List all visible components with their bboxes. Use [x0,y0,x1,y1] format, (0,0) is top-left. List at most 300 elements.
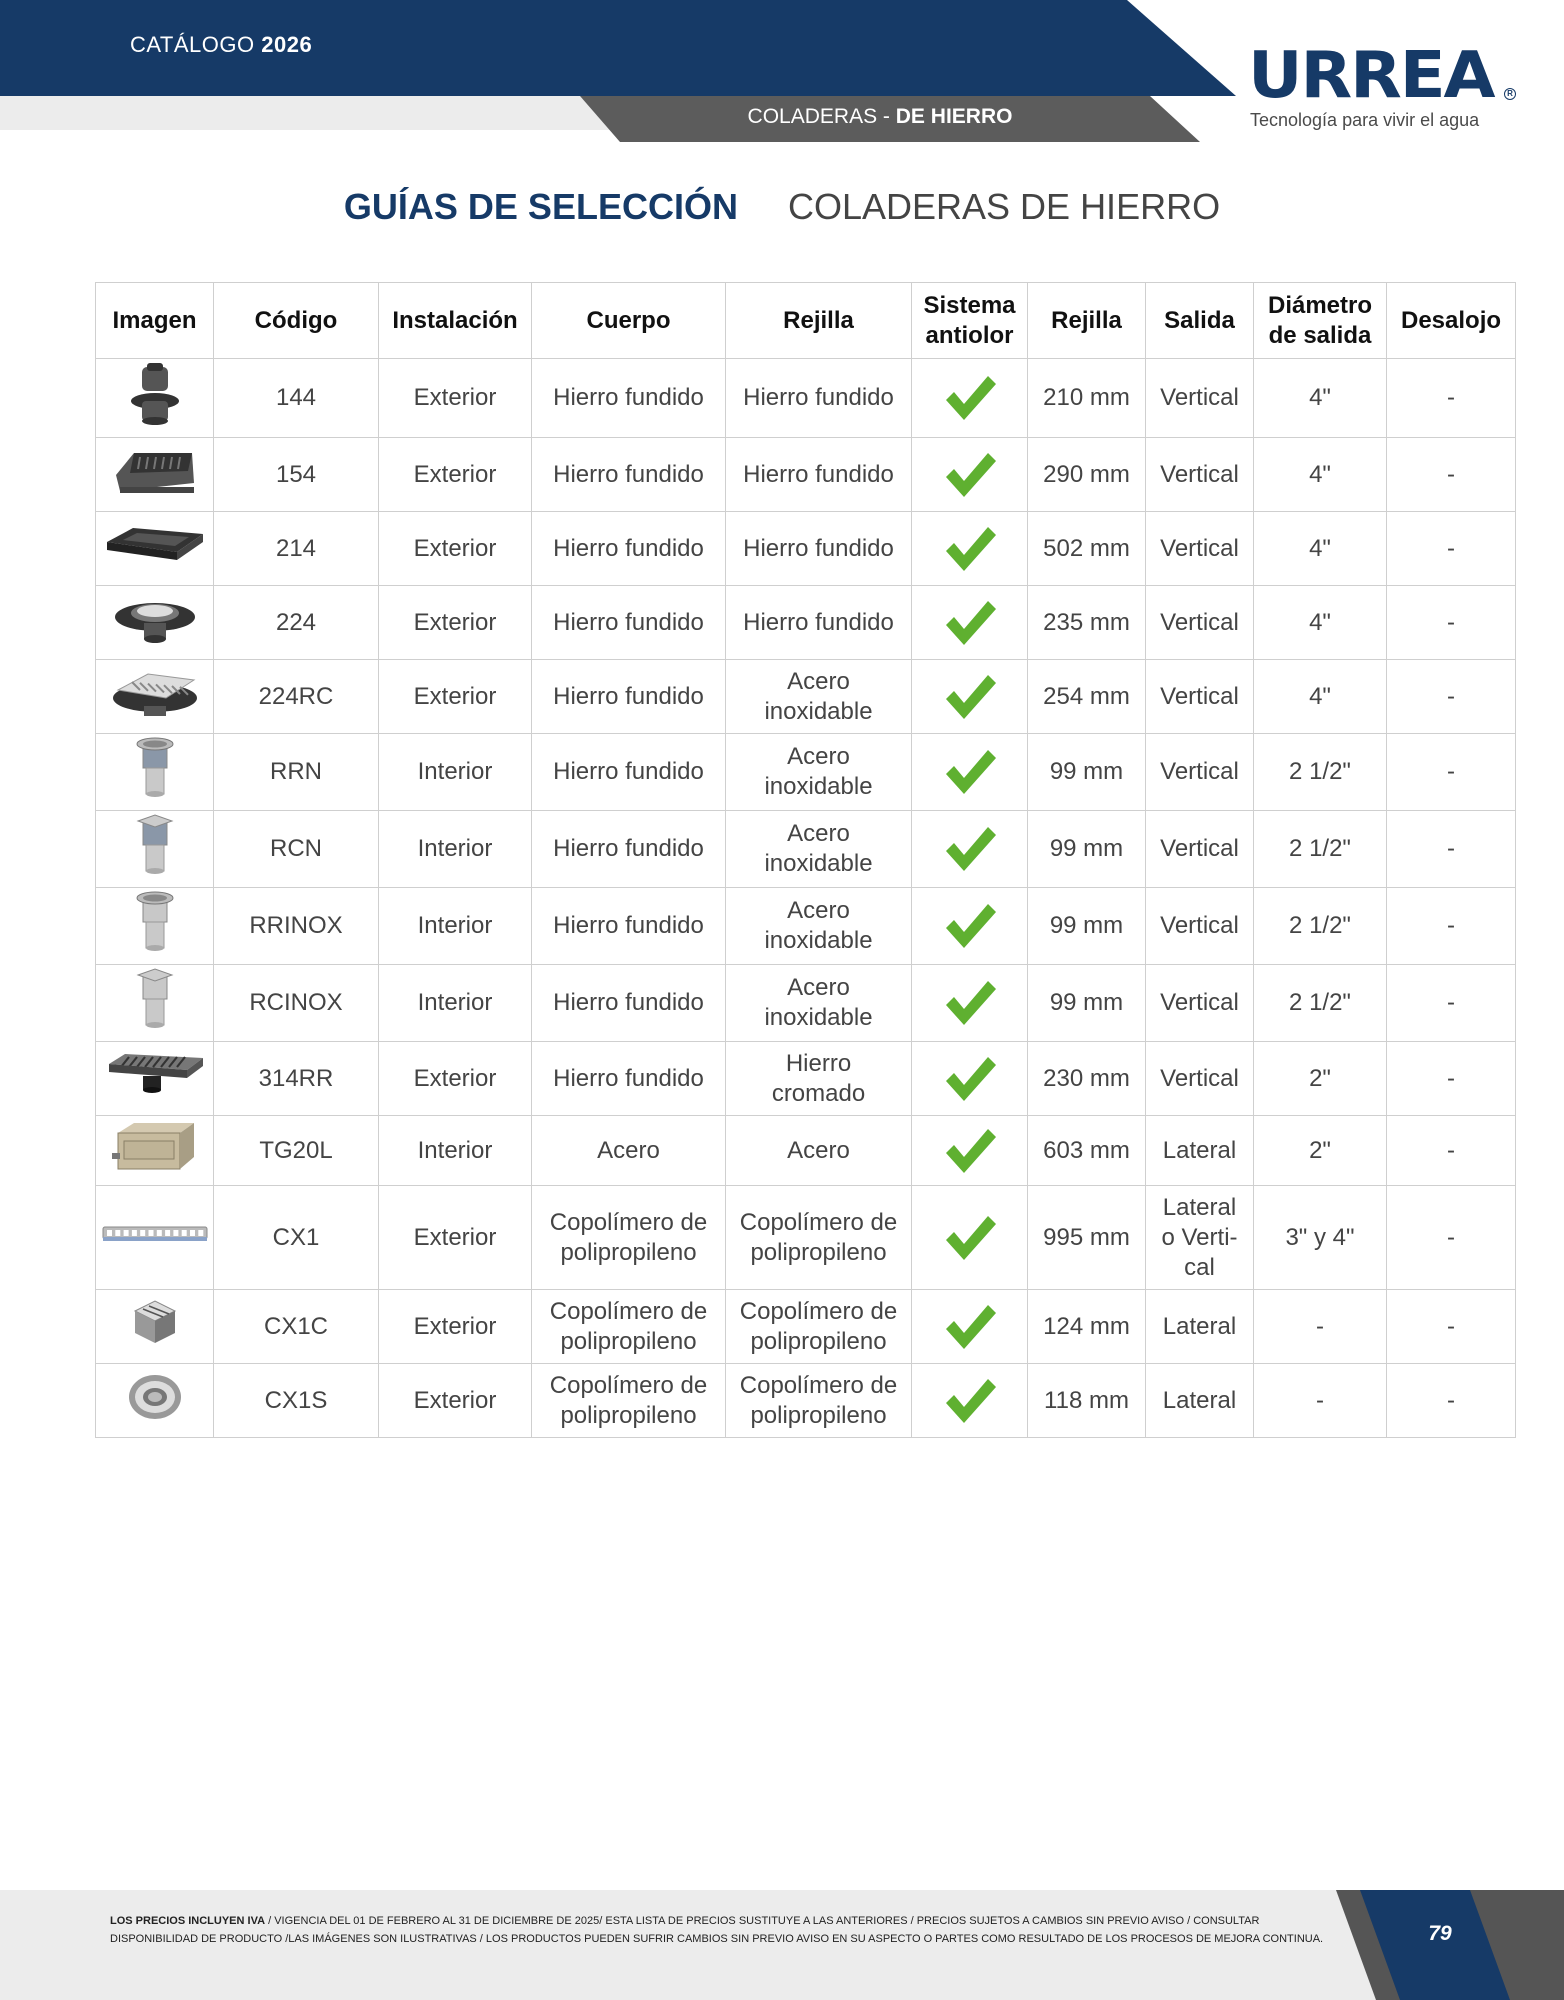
drain-214-icon [105,520,205,578]
rejilla-mat-cell [726,1186,912,1290]
cuerpo-cell [532,1364,726,1438]
salida-cell [1146,1186,1254,1290]
desalojo-cell [1387,660,1516,734]
codigo-cell [214,1364,379,1438]
instalacion-value: Interior [417,758,493,785]
salida-value: Vertical [1160,835,1239,862]
table-row [96,811,1516,888]
cuerpo-value: Hierro fundido [553,989,704,1016]
drain-224rc-icon [108,664,202,730]
rejilla-mat-value: Copolímero de polipropileno [739,1208,898,1266]
salida-cell [1146,359,1254,438]
check-icon [916,597,1023,649]
table-row [96,586,1516,660]
salida-cell [1146,965,1254,1042]
rejilla-mm-cell [1028,734,1146,811]
diametro-cell [1254,438,1387,512]
product-image-cell [96,965,214,1042]
drain-144-icon [120,361,190,435]
cuerpo-cell [532,1290,726,1364]
col-header: Imagen [96,283,214,359]
table-row [96,1042,1516,1116]
rejilla-mm-cell [1028,660,1146,734]
product-image-cell [96,734,214,811]
salida-value: Vertical [1160,912,1239,939]
desalojo-value: - [1447,989,1455,1016]
rejilla-mat-cell [726,1116,912,1186]
rejilla-mat-value: Copolímero de polipropileno [739,1297,898,1355]
rejilla-mm-value: 603 mm [1043,1136,1130,1164]
desalojo-value: - [1447,384,1455,411]
salida-value: Vertical [1160,534,1239,562]
cuerpo-value: Hierro fundido [553,912,704,939]
table-row [96,1116,1516,1186]
table-row [96,512,1516,586]
desalojo-cell [1387,1116,1516,1186]
instalacion-cell [379,438,532,512]
rejilla-mat-value: Hierro fundido [743,460,894,488]
desalojo-cell [1387,1290,1516,1364]
antiolor-cell [912,965,1028,1042]
rejilla-mat-cell [726,1364,912,1438]
codigo-cell [214,438,379,512]
codigo-cell [214,888,379,965]
instalacion-value: Exterior [413,1064,497,1092]
table-row [96,660,1516,734]
product-image-cell [96,1364,214,1438]
diametro-value: 2 1/2" [1289,912,1351,939]
diametro-cell [1254,965,1387,1042]
rejilla-mm-cell [1028,811,1146,888]
diametro-cell [1254,586,1387,660]
col-header: Rejilla [726,283,912,359]
table-row [96,965,1516,1042]
brand-tagline: Tecnología para vivir el agua [1250,110,1480,130]
salida-value: Vertical [1160,1064,1239,1092]
check-icon [916,1301,1023,1353]
antiolor-cell [912,660,1028,734]
table-header-row [96,283,1516,359]
channel-cx1s-icon [125,1369,185,1433]
rejilla-mm-cell [1028,1364,1146,1438]
cuerpo-value: Hierro fundido [553,682,704,710]
rejilla-mat-cell [726,811,912,888]
salida-cell [1146,438,1254,512]
diametro-cell [1254,811,1387,888]
rejilla-mm-cell [1028,1290,1146,1364]
rejilla-mm-value: 230 mm [1043,1064,1130,1092]
codigo-value: 314RR [258,1064,334,1092]
rejilla-mm-value: 124 mm [1043,1312,1130,1340]
codigo-value: RRN [270,758,322,785]
title-sub: COLADERAS DE HIERRO [787,186,1221,227]
rejilla-mm-value: 99 mm [1049,989,1124,1016]
desalojo-value: - [1447,1064,1455,1092]
catalog-label [130,32,312,58]
diametro-cell [1254,1290,1387,1364]
codigo-value: 144 [275,384,317,411]
salida-value: Vertical [1160,384,1239,411]
codigo-value: 154 [275,460,317,488]
desalojo-cell [1387,734,1516,811]
catalog-year: 2026 [261,32,313,57]
codigo-value: 224 [275,608,317,636]
diametro-cell [1254,734,1387,811]
instalacion-value: Interior [417,835,493,862]
salida-cell [1146,660,1254,734]
instalacion-cell [379,1364,532,1438]
rejilla-mm-cell [1028,965,1146,1042]
diametro-cell [1254,888,1387,965]
desalojo-value: - [1447,534,1455,562]
rejilla-mat-value: Hierro fundido [743,534,894,562]
rejilla-mm-cell [1028,512,1146,586]
antiolor-cell [912,1186,1028,1290]
salida-cell [1146,586,1254,660]
urrea-logo: URREA [1248,39,1494,113]
codigo-cell [214,512,379,586]
product-image-cell [96,1290,214,1364]
diametro-value: 4" [1309,460,1331,488]
antiolor-cell [912,1116,1028,1186]
cuerpo-cell [532,660,726,734]
codigo-cell [214,1116,379,1186]
drain-rcn-icon [130,813,180,885]
instalacion-value: Exterior [413,1223,497,1251]
instalacion-value: Exterior [413,534,497,562]
instalacion-value: Exterior [413,682,497,710]
drain-224-icon [110,591,200,655]
check-icon [916,746,1023,798]
drain-154-icon [110,443,200,507]
diametro-cell [1254,512,1387,586]
salida-cell [1146,1116,1254,1186]
instalacion-cell [379,660,532,734]
check-icon [916,1053,1023,1105]
codigo-value: RCN [270,835,322,862]
salida-value: Vertical [1160,758,1239,785]
rejilla-mat-value: Hierro cromado [771,1049,866,1107]
codigo-value: 224RC [258,682,334,710]
col-header: Instalación [379,283,532,359]
product-image-cell [96,888,214,965]
rejilla-mm-value: 99 mm [1049,912,1124,939]
rejilla-mat-cell [726,1290,912,1364]
rejilla-mm-value: 99 mm [1049,758,1124,785]
footer-text: / VIGENCIA DEL 01 DE FEBRERO AL 31 DE DICIEMBRE DE 2025/ ESTA LISTA DE PRECIOS SUSTITUYE A LAS ANTERIORES / PRECIOS SUJETOS A CAMBIOS SIN PREVIO AVISO / CONSULTAR DISPONIBILIDAD DE PRODUCTO /LAS IMÁGENES SON ILUSTRATIVAS / LOS PRODUCTOS PUEDEN SUFRIR CAMBIOS SIN PREVIO AVISO EN SU ASPECTO O PARTES COMO RESULTADO DE LOS PROCESOS DE MEJORA CONTINUA. [110,1915,1324,1946]
check-icon [916,977,1023,1029]
desalojo-value: - [1447,460,1455,488]
cuerpo-value: Hierro fundido [553,460,704,488]
rejilla-mm-cell [1028,888,1146,965]
grease-trap-tg20l-icon [110,1119,200,1183]
salida-cell [1146,734,1254,811]
codigo-value: CX1 [272,1223,320,1251]
table-row [96,888,1516,965]
cuerpo-value: Hierro fundido [553,384,704,411]
cuerpo-value: Hierro fundido [553,758,704,785]
diametro-value: 4" [1309,534,1331,562]
product-image-cell [96,1186,214,1290]
desalojo-value: - [1447,608,1455,636]
instalacion-cell [379,512,532,586]
rejilla-mm-value: 210 mm [1043,384,1130,411]
check-icon [916,523,1023,575]
col-header: Salida [1146,283,1254,359]
codigo-cell [214,811,379,888]
product-image-cell [96,1042,214,1116]
instalacion-cell [379,734,532,811]
desalojo-value: - [1447,1223,1455,1251]
desalojo-cell [1387,586,1516,660]
rejilla-mat-value: Hierro fundido [743,384,894,411]
instalacion-cell [379,359,532,438]
catalog-prefix: CATÁLOGO [130,32,255,57]
rejilla-mat-cell [726,734,912,811]
instalacion-value: Interior [417,989,493,1016]
cuerpo-value: Copolímero de polipropileno [549,1297,708,1355]
col-header: Desalojo [1387,283,1516,359]
rejilla-mat-value: Acero inoxidable [764,897,873,954]
desalojo-cell [1387,965,1516,1042]
desalojo-cell [1387,1042,1516,1116]
cuerpo-cell [532,888,726,965]
check-icon [916,900,1023,952]
instalacion-cell [379,1116,532,1186]
antiolor-cell [912,1364,1028,1438]
salida-value: Vertical [1160,989,1239,1016]
rejilla-mm-cell [1028,1042,1146,1116]
check-icon [916,1125,1023,1177]
cuerpo-cell [532,438,726,512]
product-image-cell [96,660,214,734]
table-row [96,1290,1516,1364]
rejilla-mat-cell [726,438,912,512]
product-image-cell [96,1116,214,1186]
col-header: Sistema antiolor [912,283,1028,359]
desalojo-value: - [1447,1136,1455,1164]
rejilla-mat-cell [726,359,912,438]
table-row [96,734,1516,811]
rejilla-mm-cell [1028,586,1146,660]
cuerpo-cell [532,1042,726,1116]
diametro-cell [1254,1042,1387,1116]
antiolor-cell [912,811,1028,888]
cuerpo-value: Hierro fundido [553,1064,704,1092]
product-image-cell [96,586,214,660]
desalojo-cell [1387,888,1516,965]
rejilla-mat-value: Copolímero de polipropileno [739,1371,898,1429]
rejilla-mm-value: 99 mm [1049,835,1124,862]
check-icon [916,449,1023,501]
drain-rcinox-icon [130,967,180,1039]
diametro-value: 2" [1309,1136,1331,1164]
codigo-cell [214,1042,379,1116]
desalojo-cell [1387,359,1516,438]
check-icon [916,671,1023,723]
diametro-cell [1254,660,1387,734]
registered-mark-icon: R [1504,88,1516,100]
salida-value: Vertical [1160,608,1239,636]
drain-314rr-icon [105,1050,205,1108]
rejilla-mat-cell [726,586,912,660]
check-icon [916,1212,1023,1264]
instalacion-value: Exterior [413,608,497,636]
section-bold: DE HIERRO [895,105,1013,128]
cuerpo-cell [532,1186,726,1290]
cuerpo-cell [532,811,726,888]
title-main: GUÍAS DE SELECCIÓN [343,186,738,227]
codigo-value: CX1C [263,1312,329,1340]
diametro-cell [1254,359,1387,438]
codigo-cell [214,359,379,438]
col-header: Código [214,283,379,359]
salida-cell [1146,1042,1254,1116]
codigo-cell [214,586,379,660]
section-prefix: COLADERAS - [747,105,890,128]
cuerpo-cell [532,586,726,660]
channel-cx1c-icon [127,1295,183,1359]
cuerpo-value: Copolímero de polipropileno [549,1208,708,1266]
col-header: Diámetro de salida [1254,283,1387,359]
desalojo-value: - [1447,835,1455,862]
instalacion-cell [379,1042,532,1116]
diametro-cell [1254,1116,1387,1186]
diametro-value: 3" y 4" [1285,1223,1355,1251]
rejilla-mat-value: Acero [787,1136,850,1164]
desalojo-value: - [1447,1312,1455,1340]
instalacion-value: Interior [417,912,493,939]
instalacion-cell [379,1290,532,1364]
salida-cell [1146,1364,1254,1438]
rejilla-mm-value: 118 mm [1044,1386,1129,1414]
diametro-cell [1254,1364,1387,1438]
cuerpo-value: Hierro fundido [553,534,704,562]
table-row [96,1186,1516,1290]
antiolor-cell [912,888,1028,965]
check-icon [916,1375,1023,1427]
desalojo-value: - [1447,1386,1455,1414]
cuerpo-value: Hierro fundido [553,835,704,862]
instalacion-cell [379,811,532,888]
footer-disclaimer [110,1912,1330,1948]
diametro-value: 2 1/2" [1289,835,1351,862]
instalacion-cell [379,586,532,660]
codigo-value: 214 [275,534,317,562]
salida-cell [1146,512,1254,586]
table-row [96,1364,1516,1438]
page-title [0,186,1564,228]
channel-cx1-icon [101,1219,209,1257]
salida-value: Lateral [1162,1312,1237,1340]
codigo-cell [214,660,379,734]
rejilla-mm-value: 995 mm [1043,1223,1130,1251]
drain-rrn-icon [130,736,180,808]
diametro-value: 4" [1309,608,1331,636]
desalojo-cell [1387,512,1516,586]
instalacion-value: Exterior [413,1312,497,1340]
rejilla-mat-value: Acero inoxidable [764,974,873,1031]
antiolor-cell [912,586,1028,660]
salida-cell [1146,888,1254,965]
cuerpo-cell [532,1116,726,1186]
rejilla-mat-value: Acero inoxidable [764,667,873,725]
check-icon [916,823,1023,875]
desalojo-value: - [1447,682,1455,710]
instalacion-cell [379,888,532,965]
drain-rrinox-icon [130,890,180,962]
rejilla-mm-cell [1028,359,1146,438]
rejilla-mat-cell [726,1042,912,1116]
cuerpo-value: Hierro fundido [553,608,704,636]
cuerpo-cell [532,734,726,811]
diametro-value: 4" [1309,682,1331,710]
cuerpo-cell [532,359,726,438]
rejilla-mat-value: Acero inoxidable [764,820,873,877]
desalojo-cell [1387,811,1516,888]
desalojo-cell [1387,1186,1516,1290]
salida-value: Lateral o Verti- cal [1161,1193,1238,1281]
rejilla-mat-value: Hierro fundido [743,608,894,636]
diametro-value: 2 1/2" [1289,758,1351,785]
antiolor-cell [912,1290,1028,1364]
product-image-cell [96,512,214,586]
table-row [96,438,1516,512]
salida-value: Lateral [1162,1136,1237,1164]
salida-value: Vertical [1160,682,1239,710]
salida-cell [1146,1290,1254,1364]
antiolor-cell [912,438,1028,512]
rejilla-mat-cell [726,660,912,734]
antiolor-cell [912,734,1028,811]
diametro-value: 2" [1309,1064,1331,1092]
cuerpo-cell [532,512,726,586]
product-image-cell [96,438,214,512]
check-icon [916,372,1023,424]
rejilla-mm-value: 235 mm [1043,608,1130,636]
codigo-cell [214,1290,379,1364]
codigo-value: TG20L [259,1136,333,1164]
instalacion-cell [379,1186,532,1290]
instalacion-value: Interior [417,1136,493,1164]
product-image-cell [96,359,214,438]
desalojo-value: - [1447,758,1455,785]
salida-value: Lateral [1162,1386,1237,1414]
rejilla-mm-cell [1028,1116,1146,1186]
rejilla-mm-value: 290 mm [1043,460,1130,488]
cuerpo-value: Copolímero de polipropileno [549,1371,708,1429]
antiolor-cell [912,359,1028,438]
desalojo-cell [1387,438,1516,512]
col-header: Rejilla [1028,283,1146,359]
rejilla-mm-value: 254 mm [1043,682,1130,710]
antiolor-cell [912,512,1028,586]
salida-cell [1146,811,1254,888]
salida-value: Vertical [1160,460,1239,488]
rejilla-mm-cell [1028,438,1146,512]
instalacion-value: Exterior [413,1386,497,1414]
codigo-value: CX1S [264,1386,328,1414]
codigo-value: RCINOX [249,989,343,1016]
section-label [620,105,1140,129]
diametro-value: 4" [1309,384,1331,411]
codigo-cell [214,965,379,1042]
cuerpo-value: Acero [597,1136,660,1164]
rejilla-mm-cell [1028,1186,1146,1290]
col-header: Cuerpo [532,283,726,359]
codigo-cell [214,1186,379,1290]
selection-guide-table [95,282,1516,1438]
